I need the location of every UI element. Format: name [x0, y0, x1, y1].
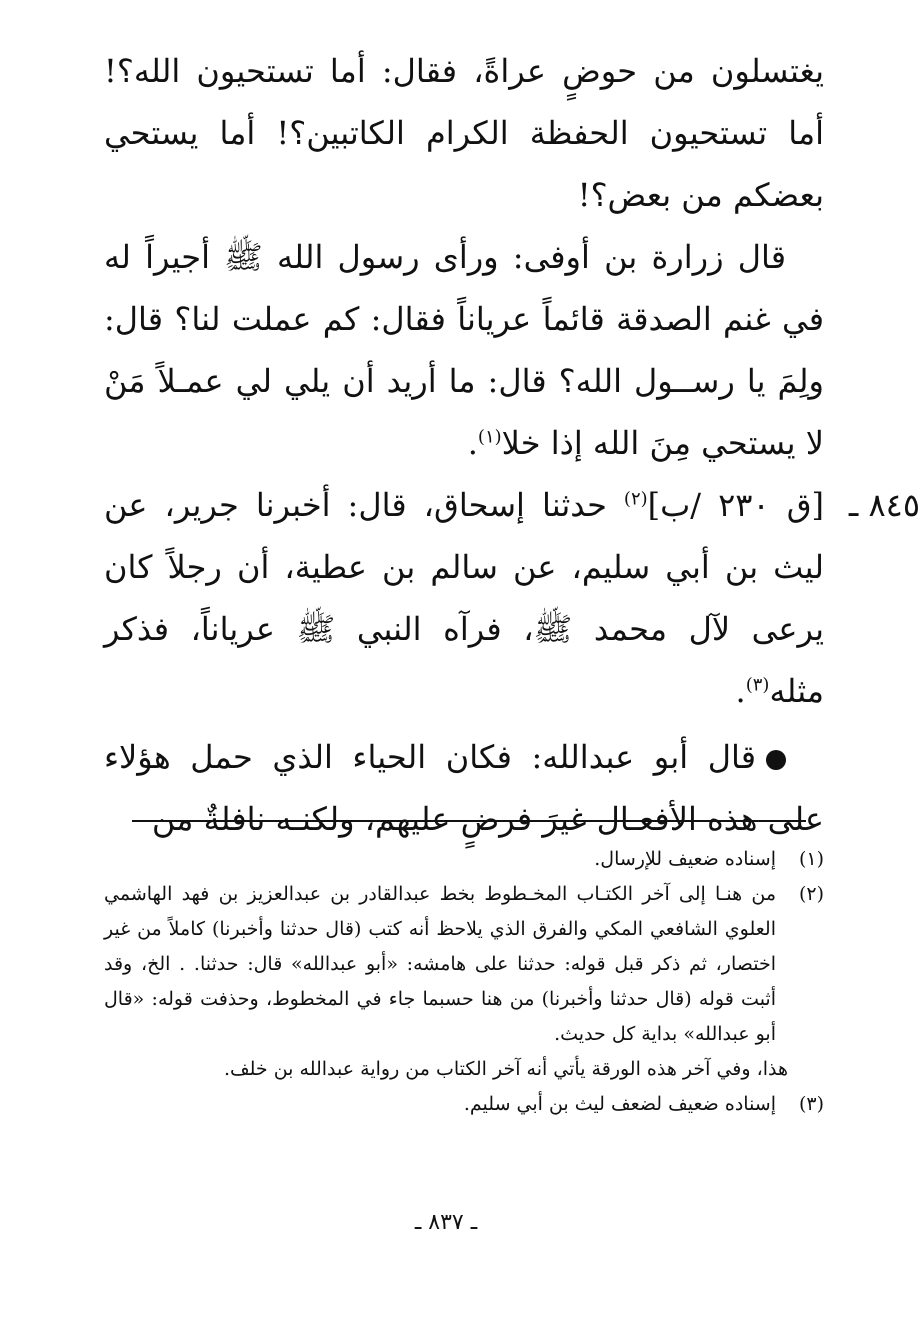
footnote-ref-2[interactable]: (٢) [623, 488, 648, 510]
footnote-text: إسناده ضعيف لضعف ليث بن أبي سليم. [463, 1093, 776, 1115]
page-number: ـ ٨٣٧ ـ [414, 1210, 478, 1235]
paragraph-4-text: قال أبو عبدالله: فكان الحياء الذي حمل هؤلاء على هذه الأفعـال غيرَ فرضٍ عليهم، ولكنـه نافلةٌ من [104, 738, 824, 838]
paragraph-4 [104, 726, 824, 850]
footnote-text: من هنـا إلى آخر الكتـاب المخـطوط بخط عبدالقادر بن عبدالعزيز بن فهد الهاشمي العلوي الشافعي المكي والفرق الذي يلاحظ أنه كتب (قال حدثنا وأخبرنا) كاملاً من غير اختصار، ثم ذكر قبل قوله: حدثنا على هامشه: «أبو عبدالله» قال: حدثنا. . الخ، وقد أثبت قوله (قال حدثنا وأخبرنا) من هنا حسبما جاء في المخطوط، وحذفت قوله: «قال أبو عبدالله» بداية كل حديث. [104, 883, 776, 1045]
hadith-845 [104, 474, 920, 722]
footnote-number: (٢) [798, 883, 824, 905]
footnote-3 [104, 1087, 824, 1122]
footnote-ref-3[interactable]: (٣) [745, 674, 770, 696]
footnote-number: (٣) [798, 1093, 824, 1115]
footnote-2-continued [104, 1052, 824, 1087]
hadith-number: ٨٤٥ ـ [848, 486, 920, 524]
main-text [104, 40, 920, 850]
footnote-number: (١) [798, 848, 824, 870]
paragraph-2-end: . [467, 424, 478, 462]
footnote-1 [104, 842, 824, 877]
footnote-text: إسناده ضعيف للإرسال. [594, 848, 776, 870]
footnote-2 [104, 877, 824, 1052]
footnote-text: هذا، وفي آخر هذه الورقة يأتي أنه آخر الكتاب من رواية عبدالله بن خلف. [223, 1058, 788, 1080]
paragraph-1 [104, 40, 824, 226]
paragraph-2 [104, 226, 824, 474]
manuscript-ref: [ق ٢٣٠ /ب] [647, 486, 825, 524]
paragraph-1-text: يغتسلون من حوضٍ عراةً، فقال: أما تستحيون الله؟! أما تستحيون الحفظة الكرام الكاتبين؟! أما يستحي بعضكم من بعض؟! [104, 52, 824, 214]
hadith-end: . [735, 672, 746, 710]
bullet-icon [766, 750, 786, 770]
footnote-divider [132, 820, 806, 822]
hadith-text: حدثنا إسحاق، قال: أخبرنا جرير، عن ليث بن أبي سليم، عن سالم بن عطية، أن رجلاً كان يرعى لآل محمد ﷺ، فرآه النبي ﷺ عرياناً، فذكر مثله [104, 486, 824, 710]
paragraph-2-text: قال زرارة بن أوفى: ورأى رسول الله ﷺ أجيراً له في غنم الصدقة قائماً عرياناً فقال: كم عملت لنا؟ قال: ولِمَ يا رســول الله؟ قال: ما أريد أن يلي لي عمـلاً مَنْ لا يستحي مِنَ الله إذا خلا [104, 238, 825, 462]
footnote-ref-1[interactable]: (١) [477, 426, 502, 448]
footnotes [104, 842, 824, 1122]
